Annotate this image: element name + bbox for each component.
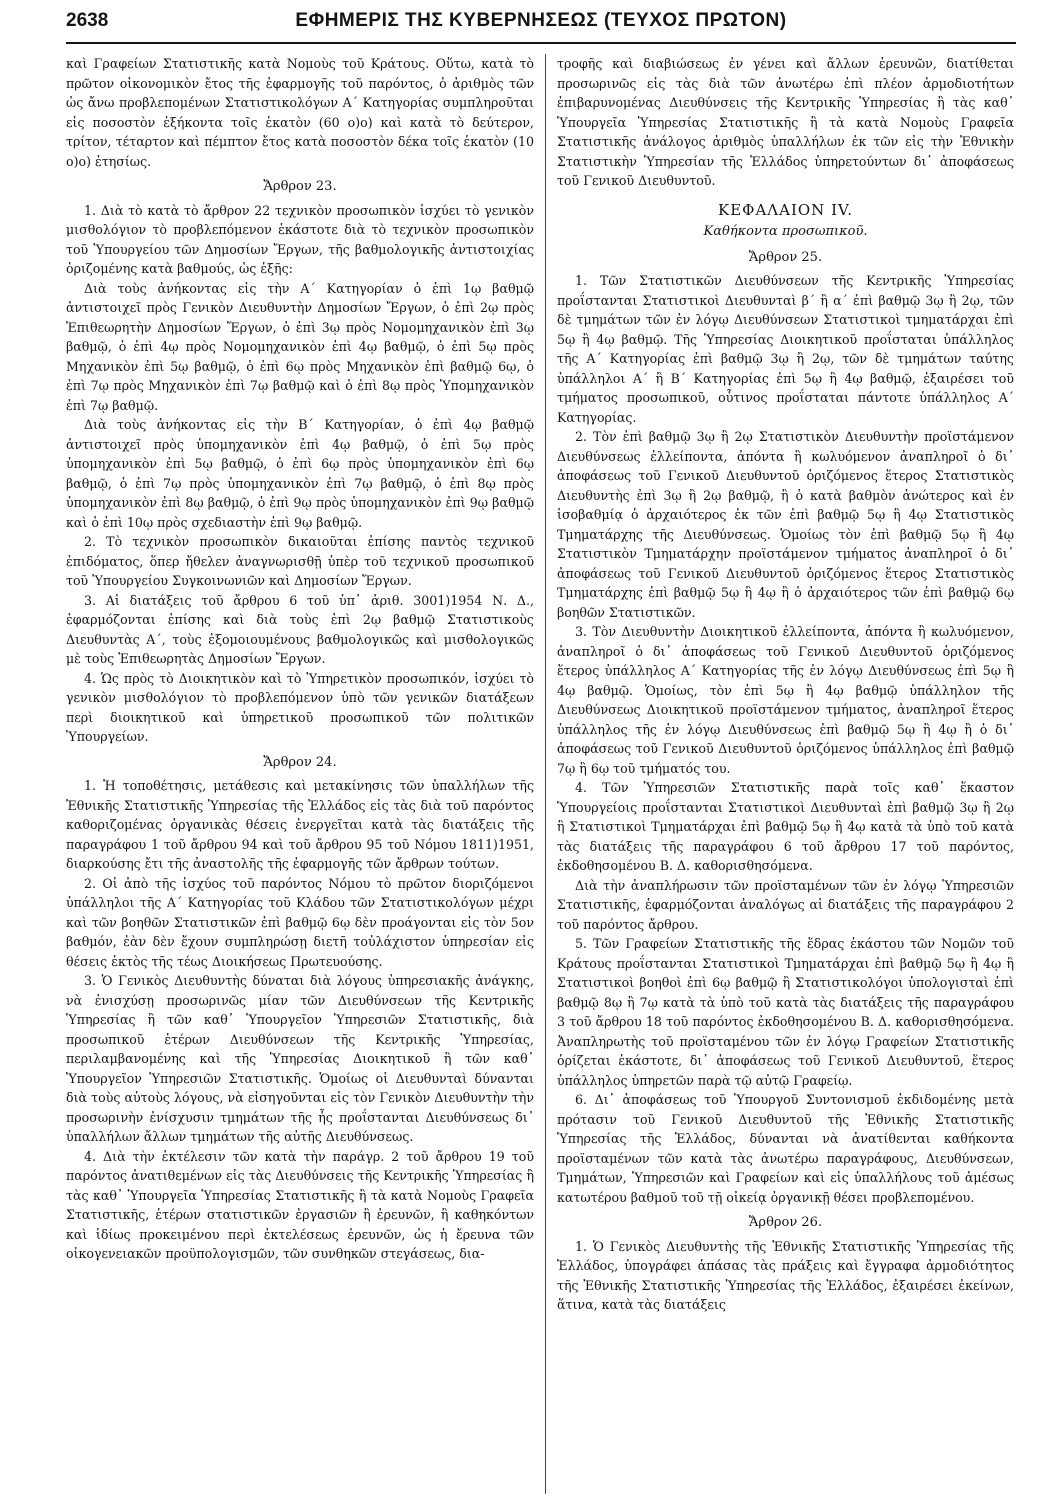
right-column <box>557 54 1014 1315</box>
paragraph: 2. Οἱ ἀπὸ τῆς ἰσχύος τοῦ παρόντος Νόμου τὸ πρῶτον διοριζόμενοι ὑπάλληλοι τῆς Α΄ Κατηγορίας τοῦ Κλάδου τῶν Στατιστικολόγων μέχρι καὶ τῶν βοηθῶν Στατιστικῶν ἐπὶ βαθμῷ 6ῳ δὲν προάγονται εἰς τὸν 5ον βαθμόν, ἐὰν δὲν ἔχουν συμπληρώσῃ διετῆ τοὐλάχιστον ὑπηρεσίαν εἰς θέσεις ἐκτὸς τῆς τέως Διοικήσεως Πρωτευούσης. <box>66 875 534 969</box>
chapter-subheading: Καθήκοντα προσωπικοῦ. <box>703 224 868 239</box>
paragraph: 4. Διὰ τὴν ἐκτέλεσιν τῶν κατὰ τὴν παράγρ. 2 τοῦ ἄρθρου 19 τοῦ παρόντος ἀνατιθεμένων εἰς τὰς Διευθύνσεις τῆς Κεντρικῆς Ὑπηρεσίας ἢ τὰς καθ᾽ Ὑπουργεῖα Ὑπηρεσίας Στατιστικῆς ἢ τὰ κατὰ Νομοὺς Γραφεῖα Στατιστικῆς, ἑτέρων στατιστικῶν ἐργασιῶν ἢ ἐρευνῶν, ἢ καθηκόντων καὶ ἰδίως προκειμένου περὶ ἐκτελέσεως ἐρευνῶν, ὡς ἡ ἔρευνα τῶν οἰκογενειακῶν προϋπολογισμῶν, τῶν συνθηκῶν στεγάσεως, δια- <box>66 1148 534 1261</box>
paragraph: 5. Τῶν Γραφείων Στατιστικῆς τῆς ἕδρας ἑκάστου τῶν Νομῶν τοῦ Κράτους προΐστανται Στατιστικοὶ Τμηματάρχαι ἐπὶ βαθμῷ 5ῳ ἢ 4ῳ ἢ Στατιστικοὶ βοηθοὶ ἐπὶ 6ῳ βαθμῷ ἢ Στατιστικολόγοι ὑπολογισταὶ ἐπὶ βαθμῷ 8ῳ ἢ 7ῳ κατὰ τὰ ὑπὸ τοῦ κατὰ τὰς διατάξεις τῆς παραγράφου 3 τοῦ ἄρθρου 18 τοῦ παρόντος ἐκδοθησομένου Β. Δ. καθορισθησόμενα. Ἀναπληρωτὴς τοῦ προϊσταμένου τῶν ἐν λόγῳ Γραφείων Στατιστικῆς ὁρίζεται ἑκάστοτε, δι᾽ ἀποφάσεως τοῦ Γενικοῦ Διευθυντοῦ, ἕτερος ὑπάλληλος ὑπηρετῶν παρὰ τῷ αὐτῷ Γραφείῳ. <box>557 936 1014 1088</box>
article-23-heading: Ἄρθρον 23. <box>263 179 337 194</box>
page-header <box>66 8 1016 42</box>
paragraph: 2. Τὸν ἐπὶ βαθμῷ 3ῳ ἢ 2ῳ Στατιστικὸν Διευθυντὴν προϊστάμενον Διευθύνσεως ἐλλείποντα, ἀπόντα ἢ κωλυόμενον ἀναπληροῖ ὁ δι᾽ ἀποφάσεως τοῦ Γενικοῦ Διευθυντοῦ ὁριζόμενος ἕτερος Στατιστικὸς Διευθυντὴς ἐπὶ 3ῳ ἢ 2ῳ βαθμῷ, ἢ ὁ κατὰ βαθμὸν ἀνώτερος καὶ ἐν ἰσοβαθμίᾳ ὁ ἀρχαιότερος ἐκ τῶν ἐπὶ βαθμῷ 5ῳ ἢ 4ῳ Στατιστικὸς Τμηματάρχης τῆς Διευθύνσεως. Ὁμοίως τὸν ἐπὶ βαθμῷ 5ῳ ἢ 4ῳ Στατιστικὸν Τμηματάρχην προϊστάμενον τμήματος ἀναπληροῖ ὁ δι᾽ ἀποφάσεως τοῦ Γενικοῦ Διευθυντοῦ ὁριζόμενος ἕτερος Στατιστικὸς Τμηματάρχης ἐπὶ βαθμῷ 5ῳ ἢ 4ῳ ἢ ὁ ἀρχαιότερος τῶν ἐπὶ βαθμῷ 6ῳ βοηθῶν Στατιστικῶν. <box>557 429 1014 620</box>
column-divider <box>545 54 546 1494</box>
paragraph: 4. Ὡς πρὸς τὸ Διοικητικὸν καὶ τὸ Ὑπηρετικὸν προσωπικόν, ἰσχύει τὸ γενικὸν μισθολόγιον τὸ προβλεπόμενον ὑπὸ τῶν γενικῶν διατάξεων περὶ διοικητικοῦ καὶ ὑπηρετικοῦ προσωπικοῦ τῶν πολιτικῶν Ὑπουργείων. <box>66 670 534 744</box>
article-26-heading: Ἄρθρον 26. <box>748 1215 823 1230</box>
paragraph: 4. Τῶν Ὑπηρεσιῶν Στατιστικῆς παρὰ τοῖς καθ᾽ ἕκαστον Ὑπουργείοις προΐστανται Στατιστικοὶ Διευθυνταὶ ἐπὶ βαθμῷ 3ῳ ἢ 2ῳ ἢ Στατιστικοὶ Τμηματάρχαι ἐπὶ βαθμῷ 5ῳ ἢ 4ῳ κατὰ τὰ ὑπὸ τοῦ κατὰ τὰς διατάξεις τῆς παραγράφου 6 τοῦ ἄρθρου 17 τοῦ παρόντος, ἐκδοθησομένου Β. Δ. καθορισθησόμενα. <box>557 780 1014 873</box>
header-rule <box>66 42 1016 44</box>
paragraph: τροφῆς καὶ διαβιώσεως ἐν γένει καὶ ἄλλων ἐρευνῶν, διατίθεται προσωρινῶς εἰς τὰς διὰ τῶν ἀνωτέρω ἐπὶ πλέον ἁρμοδιοτήτων ἐπιβαρυνομένας Διευθύνσεις τῆς Κεντρικῆς Ὑπηρεσίας ἢ τὰς καθ᾽ Ὑπουργεῖα Ὑπηρεσίας Στατιστικῆς ἢ τὰ κατὰ Νομοὺς Γραφεῖα Στατιστικῆς ἀνάλογος ἀριθμὸς ὑπαλλήλων ἐκ τῶν εἰς τὴν Ἐθνικὴν Στατιστικὴν Ὑπηρεσίαν τῆς Ἑλλάδος ὑπηρετούντων δι᾽ ἀποφάσεως τοῦ Γενικοῦ Διευθυντοῦ. <box>557 56 1014 188</box>
paragraph: 3. Ὁ Γενικὸς Διευθυντὴς δύναται διὰ λόγους ὑπηρεσιακῆς ἀνάγκης, νὰ ἐνισχύσῃ προσωρινῶς μίαν τῶν Διευθύνσεων τῆς Κεντρικῆς Ὑπηρεσίας ἢ τῶν καθ᾽ Ὑπουργεῖον Ὑπηρεσιῶν Στατιστικῆς, διὰ προσωπικοῦ ἑτέρων Διευθύνσεων τῆς Κεντρικῆς Ὑπηρεσίας, περιλαμβανομένης καὶ τῆς Ὑπηρεσίας Διοικητικοῦ ἢ τῶν καθ᾽ Ὑπουργεῖον Ὑπηρεσιῶν Στατιστικῆς. Ὁμοίως οἱ Διευθυνταὶ δύνανται διὰ τοὺς αὐτοὺς λόγους, νὰ εἰσηγοῦνται εἰς τὸν Γενικὸν Διευθυντὴν τὴν προσωρινὴν ἐνίσχυσιν τμημάτων τῆς ἧς προΐστανται Διευθύνσεως δι᾽ ὑπαλλήλων ἄλλων τμημάτων τῆς αὐτῆς Διευθύνσεως. <box>66 973 534 1144</box>
article-24-heading: Ἄρθρον 24. <box>263 754 337 770</box>
paragraph: καὶ Γραφείων Στατιστικῆς κατὰ Νομοὺς τοῦ Κράτους. Οὕτω, κατὰ τὸ πρῶτον οἰκονομικὸν ἔτος τῆς ἐφαρμογῆς τοῦ παρόντος, ὁ ἀριθμὸς τῶν ὡς ἄνω προβλεπομένων Στατιστικολόγων Α΄ Κατηγορίας συμπληροῦται εἰς ποσοστὸν ἑξήκοντα τοῖς ἑκατὸν (60 ο)ο) καὶ κατὰ τὸ δεύτερον, τρίτον, τέταρτον καὶ πέμπτον ἔτος κατὰ ποσοστὸν δέκα τοῖς ἑκατὸν (10 ο)ο) ἐτησίως. <box>66 56 534 169</box>
paragraph: 1. Διὰ τὸ κατὰ τὸ ἄρθρον 22 τεχνικὸν προσωπικὸν ἰσχύει τὸ γενικὸν μισθολόγιον τὸ προβλεπόμενον ἑκάστοτε διὰ τὸ τεχνικὸν προσωπικὸν τοῦ Ὑπουργείου τῶν Δημοσίων Ἔργων, τῆς βαθμολογικῆς ἀντιστοιχίας ὁριζομένης κατὰ βαθμούς, ὡς ἑξῆς: <box>66 202 534 276</box>
left-column <box>66 54 534 1264</box>
paragraph: 6. Δι᾽ ἀποφάσεως τοῦ Ὑπουργοῦ Συντονισμοῦ ἐκδιδομένης μετὰ πρότασιν τοῦ Γενικοῦ Διευθυντοῦ τῆς Ἐθνικῆς Στατιστικῆς Ὑπηρεσίας τῆς Ἑλλάδος, δύνανται νὰ ἀνατίθενται καθήκοντα προϊσταμένων τῶν κατὰ τὰς ἀνωτέρω παραγράφους, Διευθύνσεων, Τμημάτων, Ὑπηρεσιῶν καὶ Γραφείων καὶ εἰς ὑπαλλήλους τοῦ ἀμέσως κατωτέρου βαθμοῦ τοῦ τῇ οἰκείᾳ ὀργανικῇ θέσει προβλεπομένου. <box>557 1092 1014 1205</box>
paragraph: 3. Αἱ διατάξεις τοῦ ἄρθρου 6 τοῦ ὑπ᾽ ἀριθ. 3001)1954 Ν. Δ., ἐφαρμόζονται ἐπίσης καὶ διὰ τοὺς ἐπὶ 2ῳ βαθμῷ Στατιστικοὺς Διευθυντὰς Α΄, τοὺς ἐξομοιουμένους βαθμολογικῶς καὶ μισθολογικῶς μὲ τοὺς Ἐπιθεωρητὰς Δημοσίων Ἔργων. <box>66 592 534 666</box>
paragraph: 1. Τῶν Στατιστικῶν Διευθύνσεων τῆς Κεντρικῆς Ὑπηρεσίας προΐστανται Στατιστικοὶ Διευθυνταὶ β΄ ἢ α΄ ἐπὶ βαθμῷ 3ῳ ἢ 2ῳ, τῶν δὲ τμημάτων τῶν ἐν λόγῳ Διευθύνσεων Στατιστικοὶ τμηματάρχαι ἐπὶ 5ῳ ἢ 4ῳ βαθμῷ. Τῆς Ὑπηρεσίας Διοικητικοῦ προΐσταται ὑπάλληλος τῆς Α΄ Κατηγορίας ἐπὶ βαθμῷ 3ῳ ἢ 2ῳ, τῶν δὲ τμημάτων ταύτης ὑπάλληλοι Α΄ ἢ Β΄ Κατηγορίας ἐπὶ 5ῳ ἢ 4ῳ βαθμῷ, ἐξαιρέσει τοῦ τμήματος προσωπικοῦ, οὗτινος προΐσταται πάντοτε ὑπάλληλος Α΄ Κατηγορίας. <box>557 273 1014 425</box>
paragraph: 1. Ἡ τοποθέτησις, μετάθεσις καὶ μετακίνησις τῶν ὑπαλλήλων τῆς Ἐθνικῆς Στατιστικῆς Ὑπηρεσίας τῆς Ἑλλάδος εἰς τὰς διὰ τοῦ παρόντος καθοριζομένας ὀργανικὰς θέσεις ἐνεργεῖται κατὰ τὰς διατάξεις τῆς παραγράφου 1 τοῦ ἄρθρου 94 καὶ τοῦ ἄρθρου 95 τοῦ Νόμου 1811)1951, διαρκούσης ἔτι τῆς ἀναστολῆς τῆς ἐφαρμογῆς τῶν ἄρθρων τούτων. <box>66 778 534 871</box>
paragraph: Διὰ τοὺς ἀνήκοντας εἰς τὴν Α΄ Κατηγορίαν ὁ ἐπὶ 1ῳ βαθμῷ ἀντιστοιχεῖ πρὸς Γενικὸν Διευθυντὴν Δημοσίων Ἔργων, ὁ ἐπὶ 2ῳ πρὸς Ἐπιθεωρητὴν Δημοσίων Ἔργων, ὁ ἐπὶ 3ῳ πρὸς Νομομηχανικὸν ἐπὶ 3ῳ βαθμῷ, ὁ ἐπὶ 4ῳ πρὸς Νομομηχανικὸν ἐπὶ 4ῳ βαθμῷ, ὁ ἐπὶ 5ῳ πρὸς Μηχανικὸν ἐπὶ 5ῳ βαθμῷ, ὁ ἐπὶ 6ῳ πρὸς Μηχανικὸν ἐπὶ βαθμῷ 6ῳ, ὁ ἐπὶ 7ῳ πρὸς Μηχανικὸν ἐπὶ 7ῳ βαθμῷ καὶ ὁ ἐπὶ 8ῳ πρὸς Ὑπομηχανικὸν ἐπὶ 7ῳ βαθμῷ. <box>66 280 534 413</box>
paragraph: Διὰ τὴν ἀναπλήρωσιν τῶν προϊσταμένων τῶν ἐν λόγῳ Ὑπηρεσιῶν Στατιστικῆς, ἐφαρμόζονται ἀναλόγως αἱ διατάξεις τῆς παραγράφου 2 τοῦ παρόντος ἄρθρου. <box>557 877 1014 932</box>
article-25-heading: Ἄρθρον 25. <box>748 249 823 265</box>
journal-title: ΕΦΗΜΕΡΙΣ ΤΗΣ ΚΥΒΕΡΝΗΣΕΩΣ (ΤΕΥΧΟΣ ΠΡΩΤΟΝ) <box>295 10 787 31</box>
chapter-heading: ΚΕΦΑΛΑΙΟΝ IV. <box>718 200 853 219</box>
paragraph: Διὰ τοὺς ἀνήκοντας εἰς τὴν Β΄ Κατηγορίαν, ὁ ἐπὶ 4ῳ βαθμῷ ἀντιστοιχεῖ πρὸς ὑπομηχανικὸν ἐπὶ 4ῳ βαθμῷ, ὁ ἐπὶ 5ῳ πρὸς ὑπομηχανικὸν ἐπὶ 5ῳ βαθμῷ, ὁ ἐπὶ 6ῳ πρὸς ὑπομηχανικὸν ἐπὶ 6ῳ βαθμῷ, ὁ ἐπὶ 7ῳ πρὸς ὑπομηχανικὸν ἐπὶ 7ῳ βαθμῷ, ὁ ἐπὶ 8ῳ πρὸς ὑπομηχανικὸν ἐπὶ 8ῳ βαθμῷ, ὁ ἐπὶ 9ῳ πρὸς ὑπομηχανικὸν ἐπὶ 9ῳ βαθμῷ καὶ ὁ ἐπὶ 10ῳ πρὸς σχεδιαστὴν ἐπὶ 9ῳ βαθμῷ. <box>66 417 534 530</box>
paragraph: 3. Τὸν Διευθυντὴν Διοικητικοῦ ἐλλείποντα, ἀπόντα ἢ κωλυόμενον, ἀναπληροῖ ὁ δι᾽ ἀποφάσεως τοῦ Γενικοῦ Διευθυντοῦ ὁριζόμενος ἕτερος ὑπάλληλος Α΄ Κατηγορίας τῆς ἐν λόγῳ Διευθύνσεως ἐπὶ 5ῳ ἢ 4ῳ βαθμῷ. Ὁμοίως, τὸν ἐπὶ 5ῳ ἢ 4ῳ βαθμῷ ὑπάλληλον τῆς Διευθύνσεως Διοικητικοῦ προϊστάμενον τμήματος, ἀναπληροῖ ἕτερος ὑπάλληλος τῆς ἐν λόγῳ Διευθύνσεως ἐπὶ βαθμῷ 5ῳ ἢ 4ῳ ἢ ὁ δι᾽ ἀποφάσεως τοῦ Γενικοῦ Διευθυντοῦ ὁριζόμενος ὑπάλληλος ἐπὶ βαθμῷ 7ῳ ἢ 6ῳ τοῦ τμήματός του. <box>557 624 1014 776</box>
paragraph: 2. Τὸ τεχνικὸν προσωπικὸν δικαιοῦται ἐπίσης παντὸς τεχνικοῦ ἐπιδόματος, ὅπερ ἤθελεν ἀναγνωρισθῇ ὑπὲρ τοῦ τεχνικοῦ προσωπικοῦ τοῦ Ὑπουργείου Συγκοινωνιῶν καὶ Δημοσίων Ἔργων. <box>66 534 534 588</box>
page-number: 2638 <box>66 10 109 31</box>
paragraph: 1. Ὁ Γενικὸς Διευθυντὴς τῆς Ἐθνικῆς Στατιστικῆς Ὑπηρεσίας τῆς Ἑλλάδος, ὑπογράφει ἁπάσας τὰς πράξεις καὶ ἔγγραφα ἁρμοδιότητος τῆς Ἐθνικῆς Στατιστικῆς Ὑπηρεσίας τῆς Ἑλλάδος, ἐξαιρέσει ἐκείνων, ἅτινα, κατὰ τὰς διατάξεις <box>557 1238 1014 1312</box>
